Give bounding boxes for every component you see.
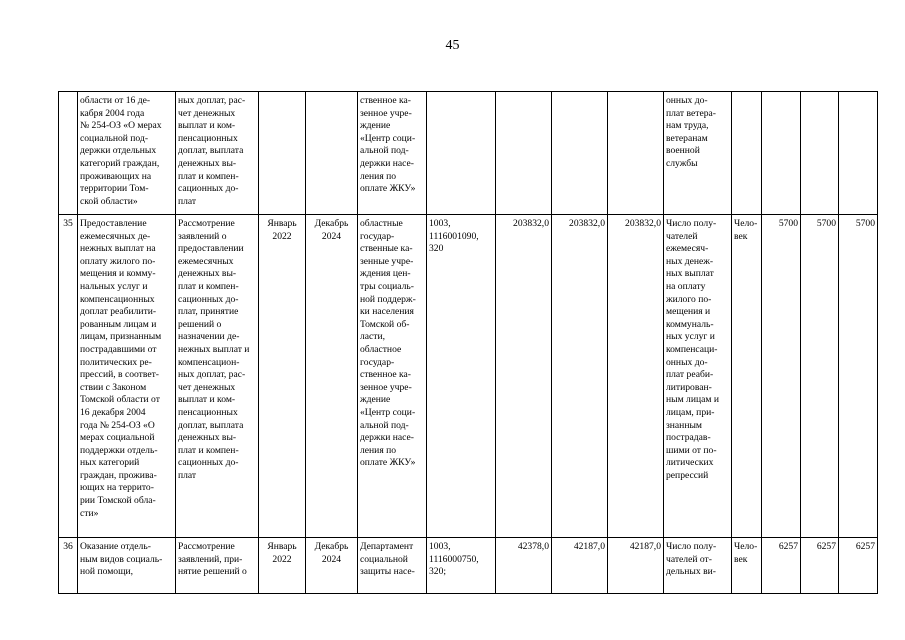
indicator-value-3: 6257 (839, 538, 878, 594)
page-number: 45 (445, 38, 460, 53)
executor: ственное ка- зенное учре- ждение «Центр соци- альной под- держки насе- ления по оплате ЖКУ» (358, 92, 427, 215)
amount-year-2 (552, 92, 608, 215)
program-measures-table (58, 91, 878, 594)
budget-code: 1003, 1116000750, 320; (427, 538, 496, 594)
indicator-name: Число полу- чателей ежемесяч- ных денеж- ных выплат на оплату жилого по- мещения и коммуналь- ных услуг и компенсаци- онных до- плат реаби- литирован- ным лицам и лицам, при- знанным пострадав- шими от по- литических репрессий (664, 215, 732, 538)
start-date: Январь 2022 (259, 538, 306, 594)
table-row (59, 215, 878, 538)
unit: Чело- век (732, 538, 762, 594)
table-row (59, 538, 878, 594)
unit (732, 92, 762, 215)
start-date: Январь 2022 (259, 215, 306, 538)
budget-code: 1003, 1116001090, 320 (427, 215, 496, 538)
indicator-value-1: 6257 (762, 538, 801, 594)
budget-code (427, 92, 496, 215)
indicator-value-1: 5700 (762, 215, 801, 538)
amount-year-1 (496, 92, 552, 215)
amount-year-3: 203832,0 (608, 215, 664, 538)
indicator-value-1 (762, 92, 801, 215)
end-date: Декабрь 2024 (306, 538, 358, 594)
amount-year-2: 42187,0 (552, 538, 608, 594)
measure-name: Оказание отдель- ным видов социаль- ной помощи, (78, 538, 176, 594)
implementation-procedure: Рассмотрение заявлений о предоставлении ежемесячных денежных вы- плат и компен- сационных до- плат, принятие решений о назначении де- нежных выплат и компенсацион- ных доплат, рас- чет денежных выплат и ком- пенсационных доплат, выплата денежных вы- плат и компен- сационных до- плат (176, 215, 259, 538)
amount-year-3: 42187,0 (608, 538, 664, 594)
row-index: 35 (59, 215, 78, 538)
indicator-value-2: 6257 (801, 538, 839, 594)
start-date (259, 92, 306, 215)
indicator-name: Число полу- чателей от- дельных ви- (664, 538, 732, 594)
executor: областные государ- ственные ка- зенные учре- ждения цен- тры социаль- ной поддерж- ки населения Томской об- ласти, областное государ- ственное ка- зенное учре- ждение «Центр соци- альной под- держки насе- ления по оплате ЖКУ» (358, 215, 427, 538)
measure-name: области от 16 де- кабря 2004 года № 254-ОЗ «О мерах социальной под- держки отдельных категорий граждан, проживающих на территории Том- ской области» (78, 92, 176, 215)
indicator-name: онных до- плат ветера- нам труда, ветеранам военной службы (664, 92, 732, 215)
amount-year-2: 203832,0 (552, 215, 608, 538)
indicator-value-2 (801, 92, 839, 215)
indicator-value-3 (839, 92, 878, 215)
amount-year-1: 42378,0 (496, 538, 552, 594)
implementation-procedure: ных доплат, рас- чет денежных выплат и ком- пенсационных доплат, выплата денежных вы- плат и компен- сационных до- плат (176, 92, 259, 215)
row-index (59, 92, 78, 215)
measure-name: Предоставление ежемесячных де- нежных выплат на оплату жилого по- мещения и комму- нальных услуг и компенсационных доплат реабилити- рованным лицам и лицам, признанным пострадавшими от политических ре- прессий, в соответ- ствии с Законом Томской области от 16 декабря 2004 года № 254-ОЗ «О мерах социальной поддержки отдель- ных категорий граждан, прожива- ющих на террито- рии Томской обла- сти» (78, 215, 176, 538)
implementation-procedure: Рассмотрение заявлений, при- нятие решений о (176, 538, 259, 594)
end-date (306, 92, 358, 215)
indicator-value-3: 5700 (839, 215, 878, 538)
unit: Чело- век (732, 215, 762, 538)
executor: Департамент социальной защиты насе- (358, 538, 427, 594)
indicator-value-2: 5700 (801, 215, 839, 538)
end-date: Декабрь 2024 (306, 215, 358, 538)
amount-year-1: 203832,0 (496, 215, 552, 538)
amount-year-3 (608, 92, 664, 215)
row-index: 36 (59, 538, 78, 594)
table-row (59, 92, 878, 215)
